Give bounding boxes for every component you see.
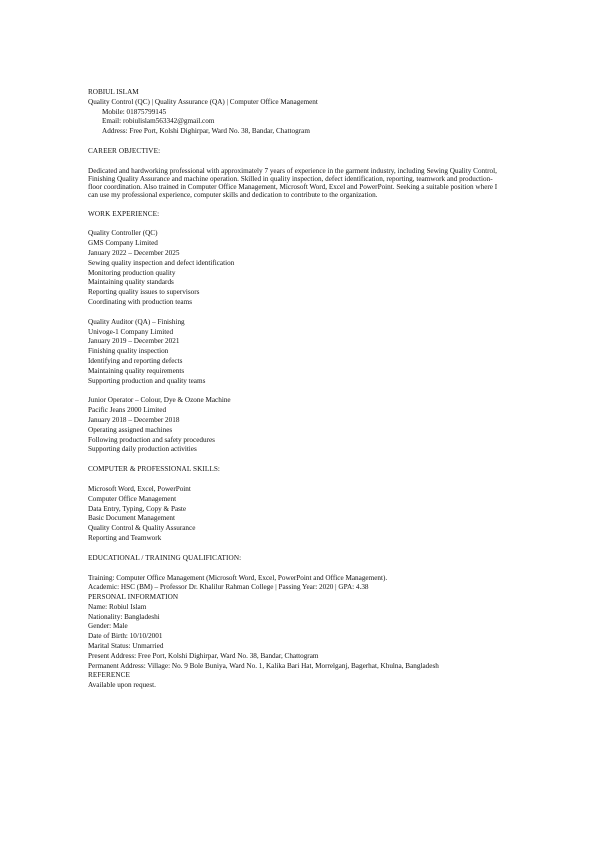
career-objective-heading: CAREER OBJECTIVE:	[88, 146, 161, 155]
personal-info-item: Nationality: Bangladeshi	[88, 612, 160, 621]
job-duty: Supporting production and quality teams	[88, 376, 206, 385]
job-entry	[88, 318, 508, 387]
resume-content	[88, 88, 508, 691]
education-academic: Academic: HSC (BM) – Professor Dr. Khalilur Rahman College | Passing Year: 2020 | GPA: 4.38	[88, 583, 369, 592]
personal-info-item: Gender: Male	[88, 622, 128, 631]
personal-info-item: Date of Birth: 10/10/2001	[88, 632, 163, 641]
job-duty: Monitoring production quality	[88, 268, 176, 277]
skill-item: Computer Office Management	[88, 494, 177, 503]
job-duty: Operating assigned machines	[88, 425, 173, 434]
skill-item: Quality Control & Quality Assurance	[88, 524, 196, 533]
career-objective-text: Dedicated and hardworking professional with approximately 7 years of experience in the garment industry, including Sewing Quality Control, Finishing Quality Assurance and machine operation. Skilled in quality inspection, defect identification, reporting, teamwork and production-floor coordination. Also trained in Computer Office Management, Microsoft Word, Excel and PowerPoint. Seeking a suitable position where I can use my professional experience, computer skills and dedication to contribute to the organization.	[88, 166, 498, 200]
job-duty: Following production and safety procedures	[88, 435, 215, 444]
contact-email: Email: robiulislam563342@gmail.com	[102, 117, 215, 126]
job-dates: January 2019 – December 2021	[88, 337, 180, 346]
personal-info-item: Present Address: Free Port, Kolshi Dighirpar, Ward No. 38, Bandar, Chattogram	[88, 651, 319, 660]
contact-address: Address: Free Port, Kolshi Dighirpar, Ward No. 38, Bandar, Chattogram	[102, 127, 310, 136]
job-duty: Maintaining quality standards	[88, 278, 174, 287]
job-company: Univoge-1 Company Limited	[88, 327, 174, 336]
job-company: Pacific Jeans 2000 Limited	[88, 406, 167, 415]
personal-info-heading: PERSONAL INFORMATION	[88, 593, 179, 602]
skill-item: Data Entry, Typing, Copy & Paste	[88, 504, 187, 513]
job-duty: Maintaining quality requirements	[88, 366, 185, 375]
contact-mobile: Mobile: 01875799145	[102, 107, 167, 116]
job-entry	[88, 229, 508, 307]
skill-item: Microsoft Word, Excel, PowerPoint	[88, 484, 191, 493]
reference-heading: REFERENCE	[88, 671, 131, 680]
reference-text: Available upon request.	[88, 681, 156, 690]
job-title: Quality Controller (QC)	[88, 229, 158, 238]
job-duty: Finishing quality inspection	[88, 347, 169, 356]
education-training: Training: Computer Office Management (Microsoft Word, Excel, PowerPoint and Office Management).	[88, 573, 388, 582]
job-dates: January 2018 – December 2018	[88, 415, 180, 424]
job-title: Quality Auditor (QA) – Finishing	[88, 317, 185, 326]
candidate-tagline: Quality Control (QC) | Quality Assurance (QA) | Computer Office Management	[88, 97, 318, 106]
job-duty: Supporting daily production activities	[88, 445, 197, 454]
education-heading: EDUCATIONAL / TRAINING QUALIFICATION:	[88, 553, 242, 562]
job-company: GMS Company Limited	[88, 239, 158, 248]
skill-item: Basic Document Management	[88, 514, 176, 523]
candidate-name: ROBIUL ISLAM	[88, 88, 139, 96]
job-duty: Reporting quality issues to supervisors	[88, 288, 200, 297]
skill-item: Reporting and Teamwork	[88, 533, 162, 542]
job-duty: Coordinating with production teams	[88, 297, 193, 306]
job-duty: Sewing quality inspection and defect identification	[88, 258, 235, 267]
job-dates: January 2022 – December 2025	[88, 248, 180, 257]
personal-info-item: Permanent Address: Village: No. 9 Bole Buniya, Ward No. 1, Kalika Bari Hat, Morrelganj, Bagerhat, Khulna, Bangladesh	[88, 661, 439, 670]
job-duty: Identifying and reporting defects	[88, 356, 183, 365]
skills-heading: COMPUTER & PROFESSIONAL SKILLS:	[88, 465, 221, 474]
personal-info-item: Name: Robiul Islam	[88, 602, 147, 611]
personal-info-item: Marital Status: Unmarried	[88, 642, 164, 651]
job-entry	[88, 396, 508, 455]
job-title: Junior Operator – Colour, Dye & Ozone Machine	[88, 396, 231, 405]
work-experience-heading: WORK EXPERIENCE:	[88, 209, 160, 218]
